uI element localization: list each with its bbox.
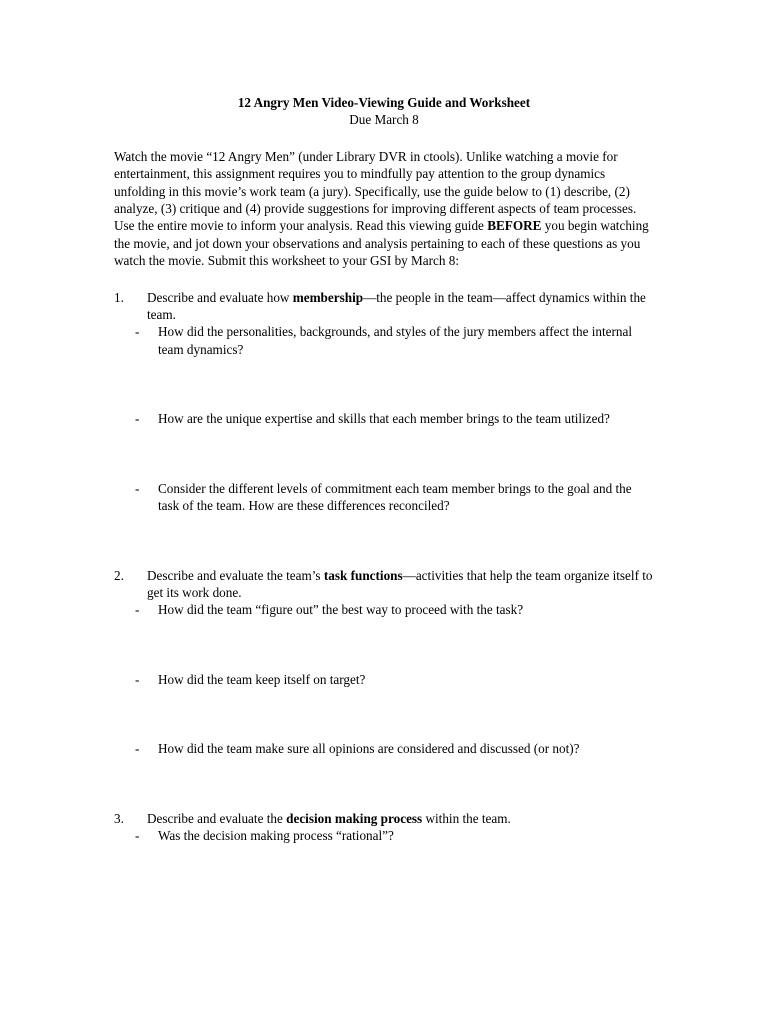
sub-question-text: How did the team keep itself on target? xyxy=(158,671,366,687)
intro-paragraph xyxy=(114,148,654,270)
question-suffix: within the team. xyxy=(422,810,511,826)
question-2 xyxy=(114,567,654,602)
question-number: 3. xyxy=(114,810,124,826)
due-date: Due March 8 xyxy=(349,112,419,128)
sub-question xyxy=(114,601,654,618)
sub-question xyxy=(114,671,654,688)
question-number: 1. xyxy=(114,289,124,305)
page-title: 12 Angry Men Video-Viewing Guide and Worksheet xyxy=(237,95,531,110)
intro-text-2: you begin watching the movie, and jot down your observations and analysis pertaining to each of these questions as you watch the movie. Submit this worksheet to your GSI by March 8: xyxy=(114,218,649,269)
sub-question-text: How are the unique expertise and skills that each member brings to the team utilized? xyxy=(158,411,610,427)
question-keyword: decision making process xyxy=(286,810,423,826)
dash-bullet: - xyxy=(135,827,140,843)
question-prefix: Describe and evaluate the xyxy=(147,810,287,826)
question-prefix: Describe and evaluate how xyxy=(147,289,293,305)
question-prefix: Describe and evaluate the team’s xyxy=(147,567,324,583)
dash-bullet: - xyxy=(135,324,140,340)
worksheet-page xyxy=(114,94,654,844)
sub-question-text: How did the team “figure out” the best way to proceed with the task? xyxy=(158,602,524,618)
question-number: 2. xyxy=(114,567,124,583)
dash-bullet: - xyxy=(135,741,140,757)
question-suffix: —the people in the team—affect dynamics within the team. xyxy=(147,289,646,323)
question-keyword: task functions xyxy=(323,567,403,583)
sub-question-text: Was the decision making process “rational”? xyxy=(158,827,394,843)
sub-question xyxy=(114,410,654,427)
sub-question xyxy=(114,323,654,358)
dash-bullet: - xyxy=(135,480,140,496)
intro-text-1: Watch the movie “12 Angry Men” (under Library DVR in ctools). Unlike watching a movie for entertainment, this assignment requires you to mindfully pay attention to the group dynamics unfolding in this movie’s work team (a jury). Specifically, use the guide below to (1) describe, (2) analyze, (3) critique and (4) provide suggestions for improving different aspects of team processes. Use the entire movie to inform your analysis. Read this viewing guide xyxy=(114,148,637,234)
question-suffix: —activities that help the team organize itself to get its work done. xyxy=(147,567,653,600)
question-1 xyxy=(114,289,654,324)
sub-question xyxy=(114,740,654,757)
sub-question xyxy=(114,827,654,844)
question-keyword: membership xyxy=(292,289,364,305)
question-3 xyxy=(114,810,654,827)
sub-question-text: How did the personalities, backgrounds, and styles of the jury members affect the internal team dynamics? xyxy=(158,324,633,357)
sub-question xyxy=(114,480,654,515)
sub-question-text: Consider the different levels of commitment each team member brings to the goal and the task of the team. How are these differences reconciled? xyxy=(158,480,632,514)
intro-emphasis: BEFORE xyxy=(487,218,542,234)
dash-bullet: - xyxy=(135,411,140,427)
dash-bullet: - xyxy=(135,671,140,687)
dash-bullet: - xyxy=(135,602,140,618)
sub-question-text: How did the team make sure all opinions are considered and discussed (or not)? xyxy=(158,741,580,757)
